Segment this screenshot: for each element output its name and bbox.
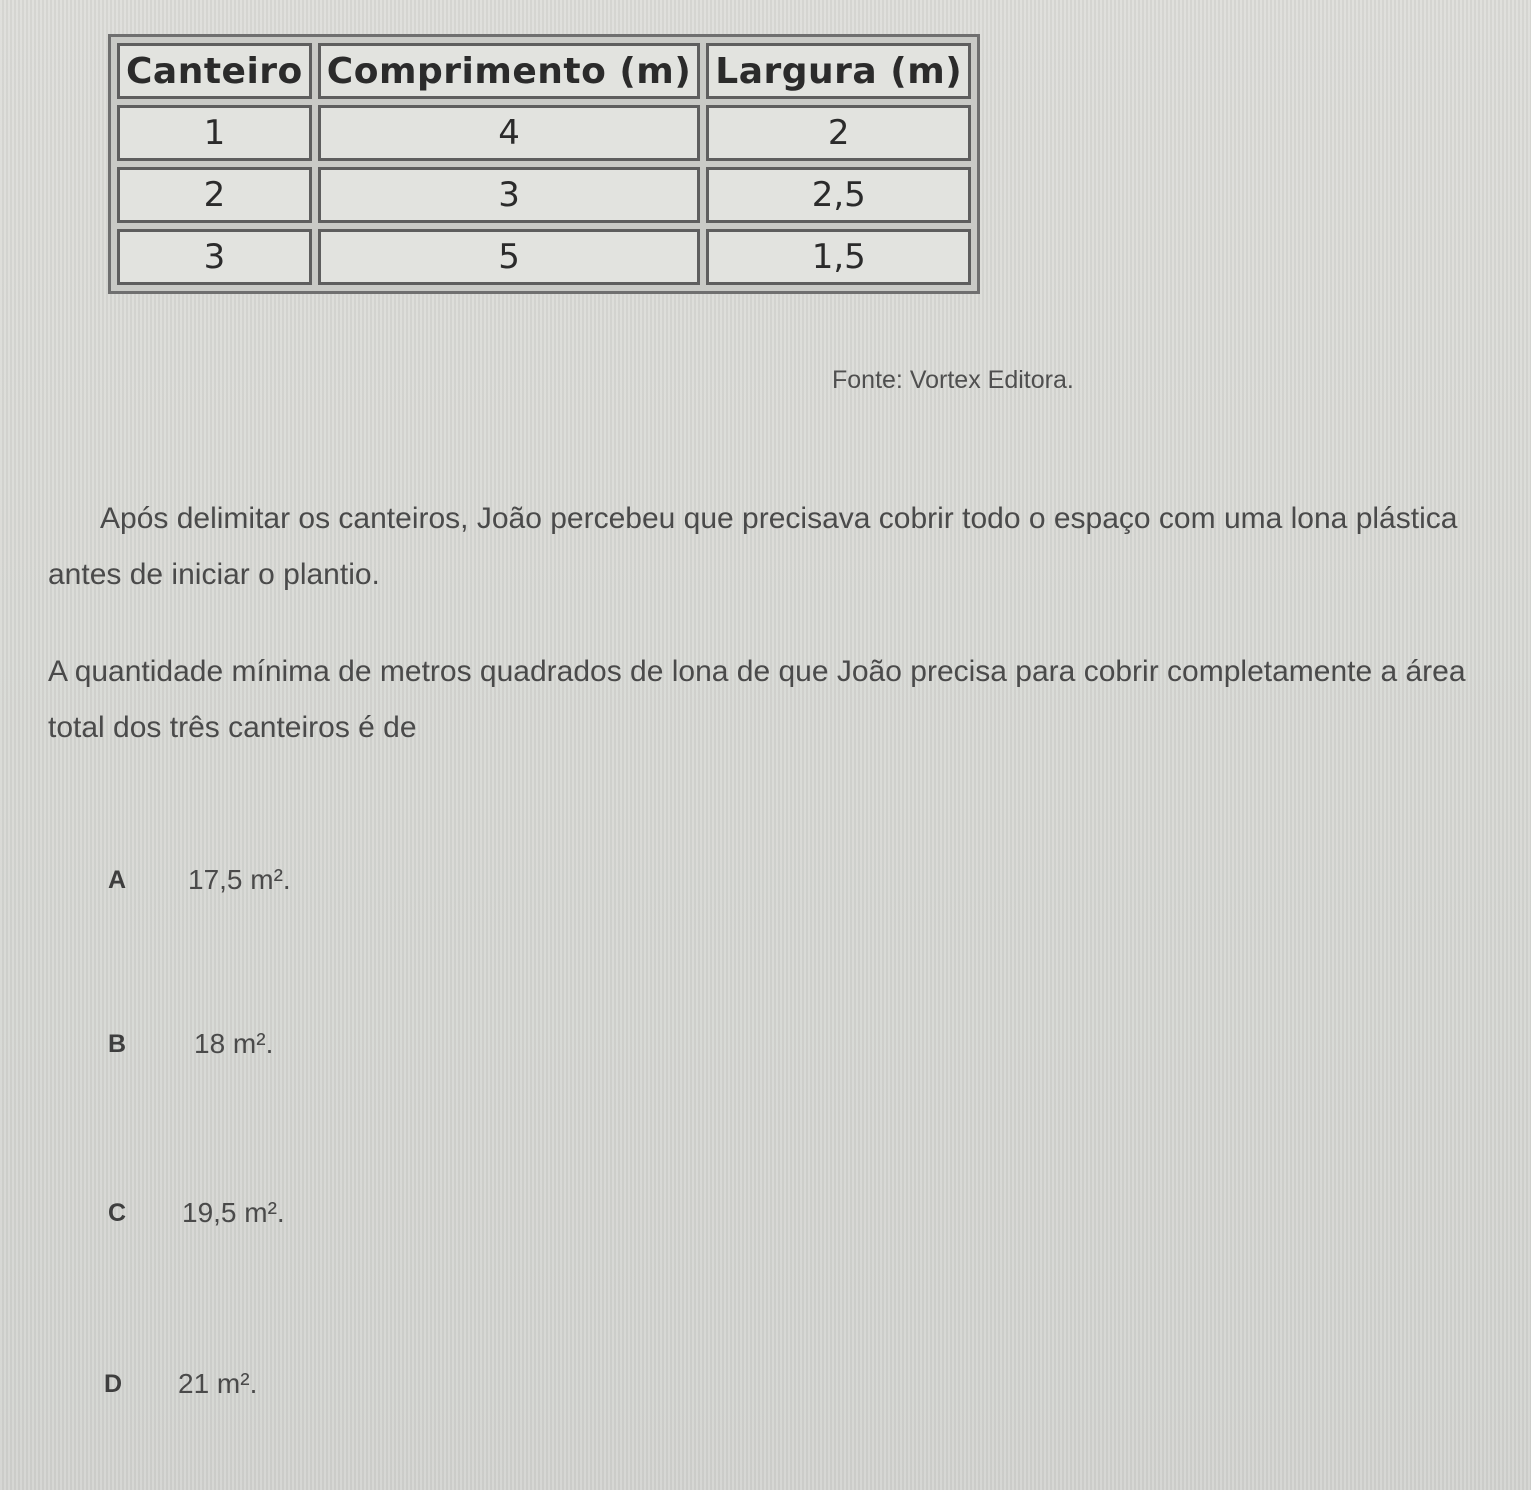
option-letter: B — [108, 1029, 127, 1058]
header-comprimento: Comprimento (m) — [318, 43, 700, 99]
option-letter: D — [104, 1369, 123, 1398]
header-largura: Largura (m) — [706, 43, 971, 99]
table-row — [117, 167, 971, 223]
context-paragraph: Após delimitar os canteiros, João percebeu que precisava cobrir todo o espaço com uma lona plástica antes de iniciar o plantio. — [48, 502, 1458, 591]
cell-canteiro: 2 — [117, 167, 312, 223]
cell-largura: 2 — [706, 105, 971, 161]
option-letter: C — [108, 1198, 127, 1227]
canteiros-table — [108, 34, 980, 294]
cell-largura: 2,5 — [706, 167, 971, 223]
cell-largura: 1,5 — [706, 229, 971, 285]
option-b[interactable] — [108, 1024, 273, 1064]
table-row — [117, 229, 971, 285]
source-caption: Fonte: Vortex Editora. — [832, 366, 1074, 394]
option-a[interactable] — [108, 860, 291, 900]
cell-comprimento: 3 — [318, 167, 700, 223]
cell-canteiro: 1 — [117, 105, 312, 161]
option-text: 17,5 m². — [188, 864, 291, 895]
option-text: 18 m². — [194, 1028, 274, 1059]
option-d[interactable] — [104, 1364, 257, 1404]
option-letter: A — [108, 865, 127, 894]
cell-comprimento: 5 — [318, 229, 700, 285]
option-c[interactable] — [108, 1193, 285, 1233]
option-text: 19,5 m². — [182, 1197, 285, 1228]
table-row — [117, 105, 971, 161]
option-text: 21 m². — [178, 1368, 258, 1399]
question-stem: A quantidade mínima de metros quadrados de lona de que João precisa para cobrir completamente a área total dos três canteiros é de — [48, 655, 1466, 744]
cell-comprimento: 4 — [318, 105, 700, 161]
header-canteiro: Canteiro — [117, 43, 312, 99]
cell-canteiro: 3 — [117, 229, 312, 285]
table-header-row — [117, 43, 971, 99]
